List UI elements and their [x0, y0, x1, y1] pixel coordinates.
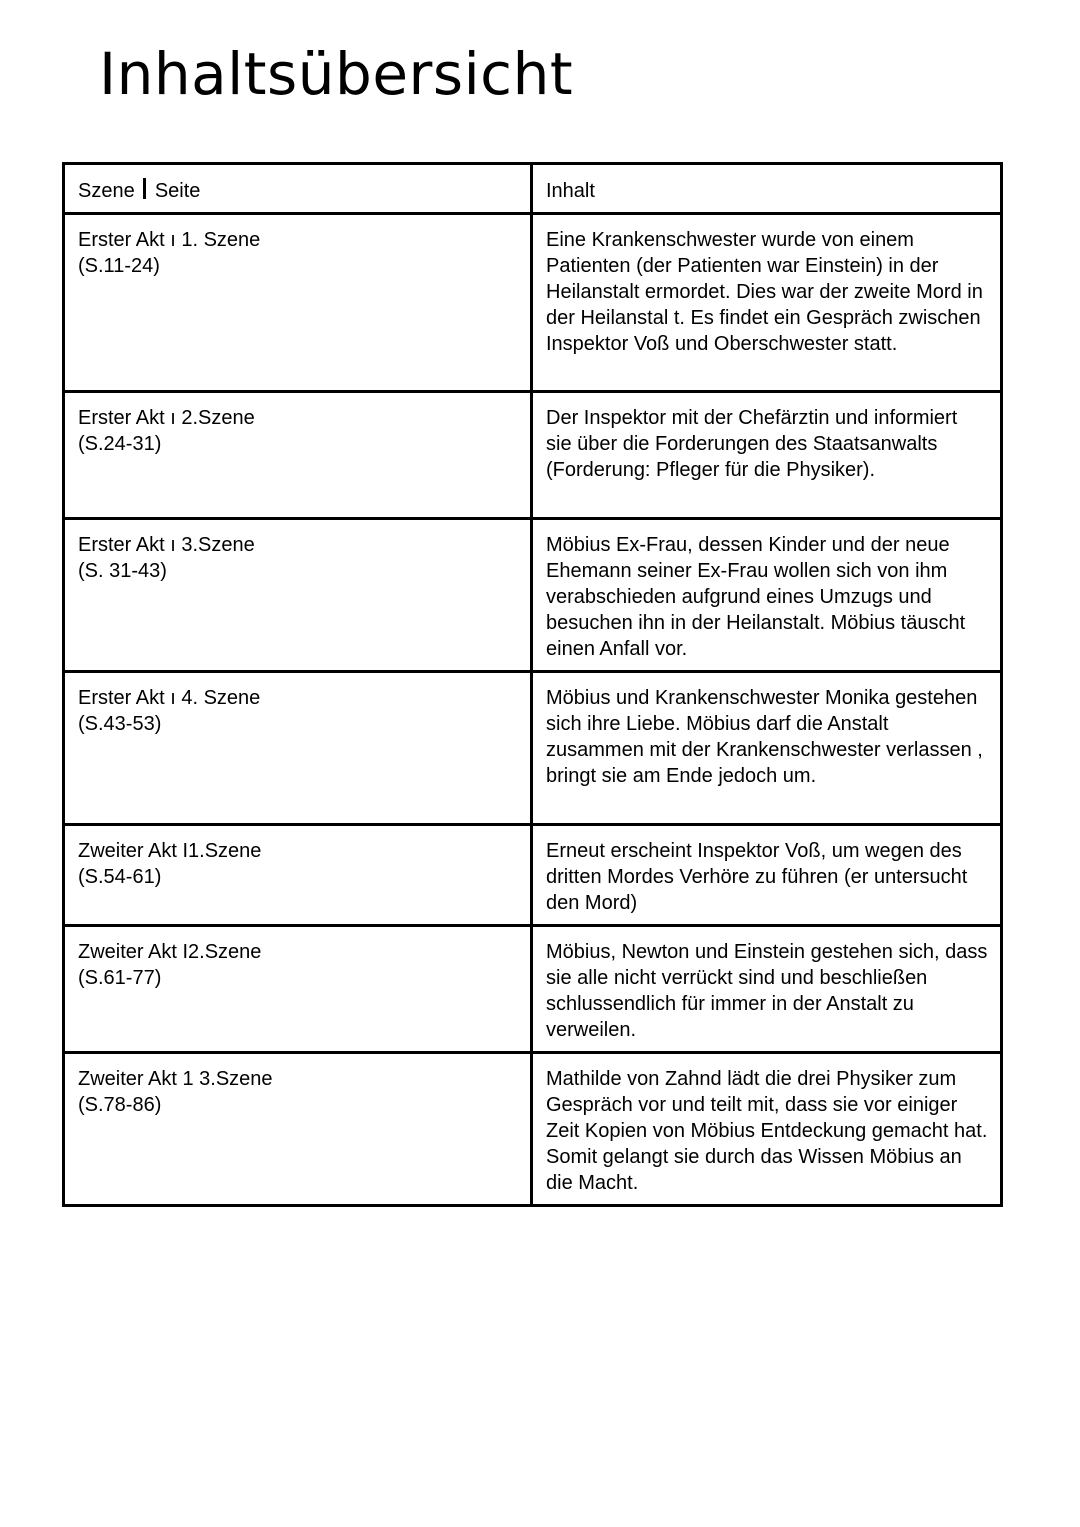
table-row: [64, 1053, 1002, 1206]
content-text: Möbius und Krankenschwester Monika gestehen sich ihre Liebe. Möbius darf die Anstalt zusammen mit der Krankenschwester verlassen , bringt sie am Ende jedoch um.: [546, 687, 983, 787]
scene-cell: [64, 519, 532, 672]
page-range: (S.54-61): [78, 866, 162, 888]
content-cell: [532, 519, 1002, 672]
scene-label: Erster Akt ı 1. Szene: [78, 229, 261, 251]
header-separator-bar: [143, 178, 146, 199]
scene-label: Erster Akt ı 2.Szene: [78, 407, 255, 429]
scene-cell: [64, 214, 532, 392]
scene-label: Zweiter Akt 1 3.Szene: [78, 1068, 273, 1090]
table-row: [64, 825, 1002, 926]
content-cell: [532, 214, 1002, 392]
page-range: (S.43-53): [78, 713, 162, 735]
table-row: [64, 672, 1002, 825]
scene-cell: [64, 825, 532, 926]
page-range: (S.61-77): [78, 967, 162, 989]
content-cell: [532, 672, 1002, 825]
content-text: Eine Krankenschwester wurde von einem Patienten (der Patienten war Einstein) in der Heilanstalt ermordet. Dies war der zweite Mord in der Heilanstal t. Es findet ein Gespräch zwischen Inspektor Voß und Oberschwester statt.: [546, 229, 983, 355]
page-title: Inhaltsübersicht: [99, 40, 574, 108]
table-row: [64, 392, 1002, 519]
content-text: Mathilde von Zahnd lädt die drei Physiker zum Gespräch vor und teilt mit, dass sie vor einiger Zeit Kopien von Möbius Entdeckung gemacht hat. Somit gelangt sie durch das Wissen Möbius an die Macht.: [546, 1068, 988, 1194]
content-overview-table: [62, 162, 1003, 1207]
table-row: [64, 214, 1002, 392]
header-page-label: Seite: [154, 180, 201, 202]
content-text: Möbius Ex-Frau, dessen Kinder und der neue Ehemann seiner Ex-Frau wollen sich von ihm verabschieden aufgrund eines Umzugs und besuchen ihn in der Heilanstalt. Möbius täuscht einen Anfall vor.: [546, 534, 966, 660]
scene-label: Erster Akt ı 4. Szene: [78, 687, 261, 709]
page-range: (S.24-31): [78, 433, 162, 455]
content-text: Der Inspektor mit der Chefärztin und informiert sie über die Forderungen des Staatsanwalts (Forderung: Pfleger für die Physiker).: [546, 407, 958, 481]
content-cell: [532, 1053, 1002, 1206]
table-row: [64, 519, 1002, 672]
page-range: (S.78-86): [78, 1094, 162, 1116]
scene-label: Zweiter Akt I2.Szene: [78, 941, 262, 963]
scene-cell: [64, 672, 532, 825]
content-text: Erneut erscheint Inspektor Voß, um wegen des dritten Mordes Verhöre zu führen (er untersucht den Mord): [546, 840, 968, 914]
table-row: [64, 926, 1002, 1053]
page-range: (S. 31-43): [78, 560, 167, 582]
scene-label: Erster Akt ı 3.Szene: [78, 534, 255, 556]
header-scene-label: Szene: [78, 180, 135, 202]
page-range: (S.11-24): [78, 255, 160, 277]
content-cell: [532, 392, 1002, 519]
table-header-row: [64, 164, 1002, 214]
content-cell: [532, 926, 1002, 1053]
scene-cell: [64, 926, 532, 1053]
header-scene-page: [64, 164, 532, 214]
scene-label: Zweiter Akt I1.Szene: [78, 840, 262, 862]
content-cell: [532, 825, 1002, 926]
header-content: Inhalt: [532, 164, 1002, 214]
content-text: Möbius, Newton und Einstein gestehen sich, dass sie alle nicht verrückt sind und beschließen schlussendlich für immer in der Anstalt zu verweilen.: [546, 941, 988, 1041]
scene-cell: [64, 392, 532, 519]
scene-cell: [64, 1053, 532, 1206]
